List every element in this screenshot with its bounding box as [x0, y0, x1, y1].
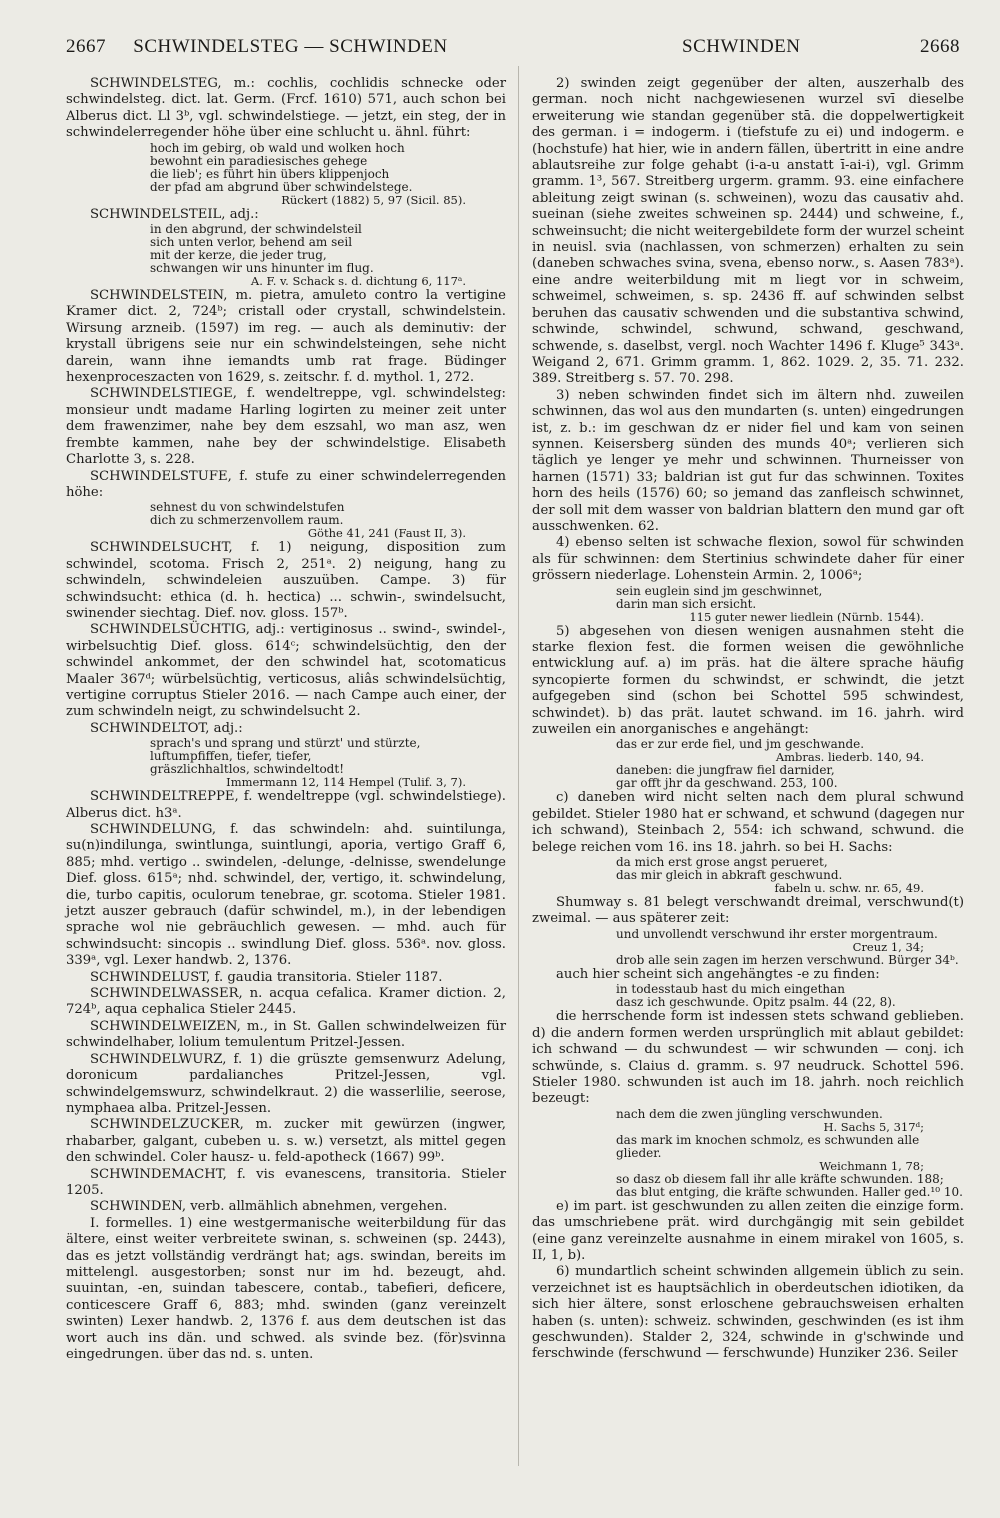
- entry-paragraph: SCHWINDELZUCKER, m. zucker mit gewürzen (ingwer, rhabarber, galgant, cubeben u. s. w.) versetzt, als mittel gegen den schwindel. Coler hausz- u. feld-apotheck (1667) 99ᵇ.: [66, 1117, 506, 1166]
- running-head-left: [66, 36, 506, 76]
- entry-paragraph: c) daneben wird nicht selten nach dem plural schwund gebildet. Stieler 1980 hat er schwand, et schwund (dagegen nur ich schwand), Steinbach 2, 554: ich schwand, schwund. die belege reichen vom 16. ins 18. jahrh. so bei H. Sachs:: [532, 790, 964, 855]
- source-citation: fabeln u. schw. nr. 65, 49.: [774, 881, 924, 896]
- entry-paragraph: SCHWINDELSÜCHTIG, adj.: vertiginosus .. swind-, swindel-, wirbelsuchtig Dief. gloss. 614ᶜ; schwindelsüchtig, den der schwindel ankommet, der den schwindel hat, scotomaticus Maaler 367ᵈ; würbelsüchtig, verticosus, aliâs schwindelsüchtig, vertigine corruptus Stieler 2016. — nach Campe auch einer, der zum schwindeln neigt, zu schwindelsucht 2.: [66, 622, 506, 720]
- entry-paragraph: SCHWINDELUST, f. gaudia transitoria. Stieler 1187.: [90, 969, 443, 985]
- source-citation: A. F. v. Schack s. d. dichtung 6, 117ᵃ.: [250, 274, 466, 289]
- quotation: in den abgrund, der schwindelsteil sich unten verlor, behend am seil mit der kerze, die jeder trug, schwangen wir uns hinunter im flug.: [150, 222, 374, 276]
- source-citation: Weichmann 1, 78;: [819, 1158, 924, 1173]
- entry-paragraph: die herrschende form ist indessen stets schwand geblieben. d) die andern formen werden ursprünglich mit ablaut gebildet: ich schwand — du schwundest — wir schwunden — conj. ich schwünde, s. Claius d. gramm. s. 97 neudruck. Schottel 596. Stieler 1980. schwunden ist auch im 18. jahrh. noch reichlich bezeugt:: [532, 1009, 964, 1107]
- right-column: [532, 76, 964, 1363]
- entry-paragraph: SCHWINDELSUCHT, f. 1) neigung, disposition zum schwindel, scotoma. Frisch 2, 251ᵃ. 2) neigung, hang zu schwindeln, schwindeleien auszuüben. Campe. 3) für schwindsucht: ethica (d. h. hectica) ... schwin-, swindelsucht, swinender siechtag. Dief. nov. gloss. 157ᵇ.: [66, 540, 506, 621]
- entry-paragraph: SCHWINDELWASSER, n. acqua cefalica. Kramer diction. 2, 724ᵇ, aqua cephalica Stieler 2445.: [66, 986, 506, 1018]
- entry-paragraph: 6) mundartlich scheint schwinden allgemein üblich zu sein. verzeichnet ist es hauptsächlich in oberdeutschen idiotiken, da sich hier ältere, sonst erloschene gebrauchsweisen erhalten haben (s. unten): schweiz. schwinden, geschwinden (es ist ihm geschwunden). Stalder 2, 324, schwinde in g'schwinde und ferschwinde (ferschwund — ferschwunde) Hunziker 236. Seiler: [532, 1264, 964, 1362]
- entry-paragraph: SCHWINDELWURZ, f. 1) die grüszte gemsenwurz Adelung, doronicum pardalianches Pritzel-Jessen, vgl. schwindelgemswurz, schwindelkraut. 2) die wasserlilie, seerose, nymphaea alba. Pritzel-Jessen.: [66, 1051, 506, 1116]
- quotation: sein euglein sind jm geschwinnet, darin man sich ersicht.: [616, 583, 823, 611]
- entry-paragraph: Shumway s. 81 belegt verschwandt dreimal, verschwund(t) zweimal. — aus späterer zeit:: [532, 895, 964, 927]
- quotation: das er zur erde fiel, und jm geschwande.: [616, 737, 865, 752]
- source-citation: Ambras. liederb. 140, 94.: [775, 750, 924, 765]
- entry-paragraph: SCHWINDELSTEIN, m. pietra, amuleto contro la vertigine Kramer dict. 2, 724ᵇ; cristall oder crystall, schwindelstein. Wirsung arzneib. (1597) im reg. — auch als deminutiv: der krystall übrigens seie nur ein schwindelsteingen, sehe nicht darein, wann ihne iemandts umb rat frage. Büdinger hexenproceszacten von 1629, s. zeitschr. f. d. mythol. 1, 272.: [66, 288, 506, 386]
- entry-paragraph: SCHWINDELSTEIL, adj.:: [90, 206, 259, 222]
- source-citation: Göthe 41, 241 (Faust II, 3).: [307, 526, 466, 541]
- entry-paragraph: 5) abgesehen von diesen wenigen ausnahmen steht die starke flexion fest. die formen weisen die gewöhnliche entwicklung auf. a) im präs. hat die ältere sprache häufig syncopierte formen du schwindst, er schwindt, die jetzt aufgegeben sind (schon bei Schottel 595 schwindest, schwindet). b) das prät. lautet schwand. im 16. jahrh. wird zuweilen ein anorganisches e angehängt:: [532, 623, 964, 738]
- left-column: [66, 76, 506, 1363]
- entry-paragraph: 3) neben schwinden findet sich im ältern nhd. zuweilen schwinnen, das wol aus den mundarten (s. unten) eingedrungen ist, z. b.: im geschwan dz er nider fiel und kam von seinen synnen. Keisersberg sünden des munds 40ᵃ; verlieren sich täglich ye lenger ye mehr und schwinnen. Thurneisser von harnen (1571) 33; baldrian ist gut fur das schwinnen. Toxites horn des heils (1576) 60; so jemand das zanfleisch schwinnet, der soll mit dem wasser von baldrian blattern den mund gar oft ausschwenken. 62.: [532, 387, 964, 534]
- quotation: und unvollendt verschwund ihr erster morgentraum.: [616, 926, 938, 941]
- quotation: daneben: die jungfraw fiel darnider, gar offt jhr da geschwand. 253, 100.: [616, 763, 838, 791]
- quotation: so dasz ob diesem fall ihr alle kräfte schwunden. 188; das blut entging, die kräfte schwunden. Haller ged.¹⁰ 10.: [616, 1171, 963, 1199]
- entry-paragraph: SCHWINDELWEIZEN, m., in St. Gallen schwindelweizen für schwindelhaber, lolium temulentum Pritzel-Jessen.: [66, 1018, 506, 1051]
- entry-paragraph: e) im part. ist geschwunden zu allen zeiten die einzige form. das umschriebene prät. wird durchgängig mit sein gebildet (eine ganz vereinzelte ausnahme in einem mirakel von 1605, s. II, 1, b).: [532, 1198, 964, 1263]
- quotation: das mark im knochen schmolz, es schwunden alle glieder.: [616, 1132, 920, 1160]
- entry-paragraph: SCHWINDELUNG, f. das schwindeln: ahd. suintilunga, su(n)indilunga, swintlunga, suintlungi, aporia, vertigo Graff 6, 885; mhd. vertigo .. swindelen, -delunge, -delnisse, swendelunge Dief. gloss. 615ᵃ; nhd. schwindel, der, vertigo, it. schwindelung, die, turbo capitis, oculorum tenebrae, gr. scotoma. Stieler 1981. jetzt auszer gebrauch (dafür schwindel, m.), in der lebendigen sprache wol nie gebräuchlich gewesen. — mhd. auch für schwindsucht: sincopis .. swindlung Dief. gloss. 536ᵃ. nov. gloss. 339ᵃ, vgl. Lexer handwb. 2, 1376.: [66, 822, 506, 969]
- entry-paragraph: SCHWINDELTREPPE, f. wendeltreppe (vgl. schwindelstiege). Alberus dict. h3ᵃ.: [66, 789, 506, 821]
- running-head-right: [530, 36, 960, 76]
- page-number-left: 2667: [66, 36, 106, 57]
- source-citation: 115 guter newer liedlein (Nürnb. 1544).: [689, 609, 924, 624]
- source-citation: Immermann 12, 114 Hempel (Tulif. 3, 7).: [226, 775, 466, 790]
- running-title-right: SCHWINDEN: [682, 36, 801, 57]
- quotation: sehnest du von schwindelstufen dich zu schmerzenvollem raum.: [150, 500, 345, 528]
- quotation: hoch im gebirg, ob wald und wolken hoch bewohnt ein paradiesisches gehege die lieb'; es führt hin übers klippenjoch der pfad am abgrund über schwindelstege.: [150, 140, 413, 194]
- quotation: da mich erst grose angst perueret, das mir gleich in abkraft geschwund.: [616, 855, 843, 883]
- entry-paragraph: 4) ebenso selten ist schwache flexion, sowol für schwinden als für schwinnen: dem Stertinius schwindete daher für einer grössern niederlage. Lohenstein Armin. 2, 1006ᵃ;: [532, 535, 964, 584]
- source-citation: Rückert (1882) 5, 97 (Sicil. 85).: [281, 192, 466, 207]
- entry-paragraph: auch hier scheint sich angehängtes -e zu finden:: [556, 966, 880, 982]
- page-number-right: 2668: [920, 36, 960, 57]
- running-title-left: SCHWINDELSTEG — SCHWINDEN: [133, 36, 448, 57]
- source-citation: Creuz 1, 34;: [852, 939, 924, 954]
- entry-paragraph: SCHWINDELSTUFE, f. stufe zu einer schwindelerregenden höhe:: [66, 468, 506, 500]
- column-divider: [518, 66, 519, 1466]
- entry-paragraph: SCHWINDEN, verb. allmählich abnehmen, vergehen.: [90, 1199, 448, 1215]
- entry-paragraph: SCHWINDELSTEG, m.: cochlis, cochlidis schnecke oder schwindelsteg. dict. lat. Germ. (Frcf. 1610) 571, auch schon bei Alberus dict. Ll 3ᵇ, vgl. schwindelstiege. — jetzt, ein steg, der in schwindelerregender höhe über eine schlucht u. ähnl. führt:: [66, 76, 506, 141]
- entry-paragraph: SCHWINDELTOT, adj.:: [90, 720, 243, 736]
- quotation: in todesstaub hast du mich eingethan dasz ich geschwunde. Opitz psalm. 44 (22, 8).: [616, 982, 896, 1010]
- entry-paragraph: SCHWINDEMACHT, f. vis evanescens, transitoria. Stieler 1205.: [66, 1166, 506, 1198]
- quotation: sprach's und sprang und stürzt' und stürzte, luftumpfiffen, tiefer, tiefer, gräszlichhaltlos, schwindeltodt!: [150, 736, 421, 777]
- quotation: nach dem die zwen jüngling verschwunden.: [616, 1106, 883, 1121]
- source-citation: H. Sachs 5, 317ᵈ;: [823, 1119, 924, 1134]
- entry-paragraph: I. formelles. 1) eine westgermanische weiterbildung für das ältere, einst weiter verbreitete swinan, s. schweinen (sp. 2443), das es jetzt vollständig verdrängt hat; ags. swindan, bereits im mittelengl. ausgestorben; sonst nur im hd. bezeugt, ahd. suuintan, -en, suindan tabescere, contab., tabefieri, deficere, conticescere Graff 6, 883; mhd. swinden (ganz vereinzelt swinten) Lexer handwb. 2, 1376 f. aus dem deutschen ist das wort auch ins dän. und schwed. als svinde bez. (för)svinna eingedrungen. über das nd. s. unten.: [66, 1215, 506, 1362]
- entry-paragraph: 2) swinden zeigt gegenüber der alten, auszerhalb des german. noch nicht nachgewiesenen wurzel svī dieselbe erweiterung wie standan gegenüber stā. die doppelwertigkeit des german. i = indogerm. i (tiefstufe zu ei) und indogerm. e (hochstufe) hat hier, wie in andern fällen, übertritt in eine andre ablautsreihe zur folge gehabt (i-a-u anstatt ī-ai-i), vgl. Grimm gramm. 1³, 567. Streitberg urgerm. gramm. 93. eine einfachere ableitung zeigt swinan (s. schweinen), wozu das causativ ahd. sueinan (siehe zweites schweinen sp. 2444) und schweine, f., schweinsucht; die nicht weitergebildete form der wurzel scheint in neuisl. svia (nachlassen, von schmerzen) erhalten zu sein (daneben schwaches svina, svena, ebenso norw., s. Aasen 783ᵃ). eine andre weiterbildung mit m liegt vor in schweim, schweimel, schweimen, s. sp. 2436 ff. auf schwinden selbst beruhen das causativ schwenden und die substantiva schwind, schwinde, schwindel, schwund, schwand, geschwand, schwende, s. daselbst, vergl. noch Wachter 1496 f. Kluge⁵ 343ᵃ. Weigand 2, 671. Grimm gramm. 1, 862. 1029. 2, 35. 71. 232. 389. Streitberg s. 57. 70. 298.: [532, 76, 964, 387]
- quotation: drob alle sein zagen im herzen verschwund. Bürger 34ᵇ.: [616, 952, 959, 967]
- entry-paragraph: SCHWINDELSTIEGE, f. wendeltreppe, vgl. schwindelsteg: monsieur undt madame Harling logirten zu meiner zeit unter dem frawenzimer, nahe bey dem eszsahl, wo man asz, wen frembte kammen, nahe bey der schwindelstige. Elisabeth Charlotte 3, s. 228.: [66, 386, 506, 468]
